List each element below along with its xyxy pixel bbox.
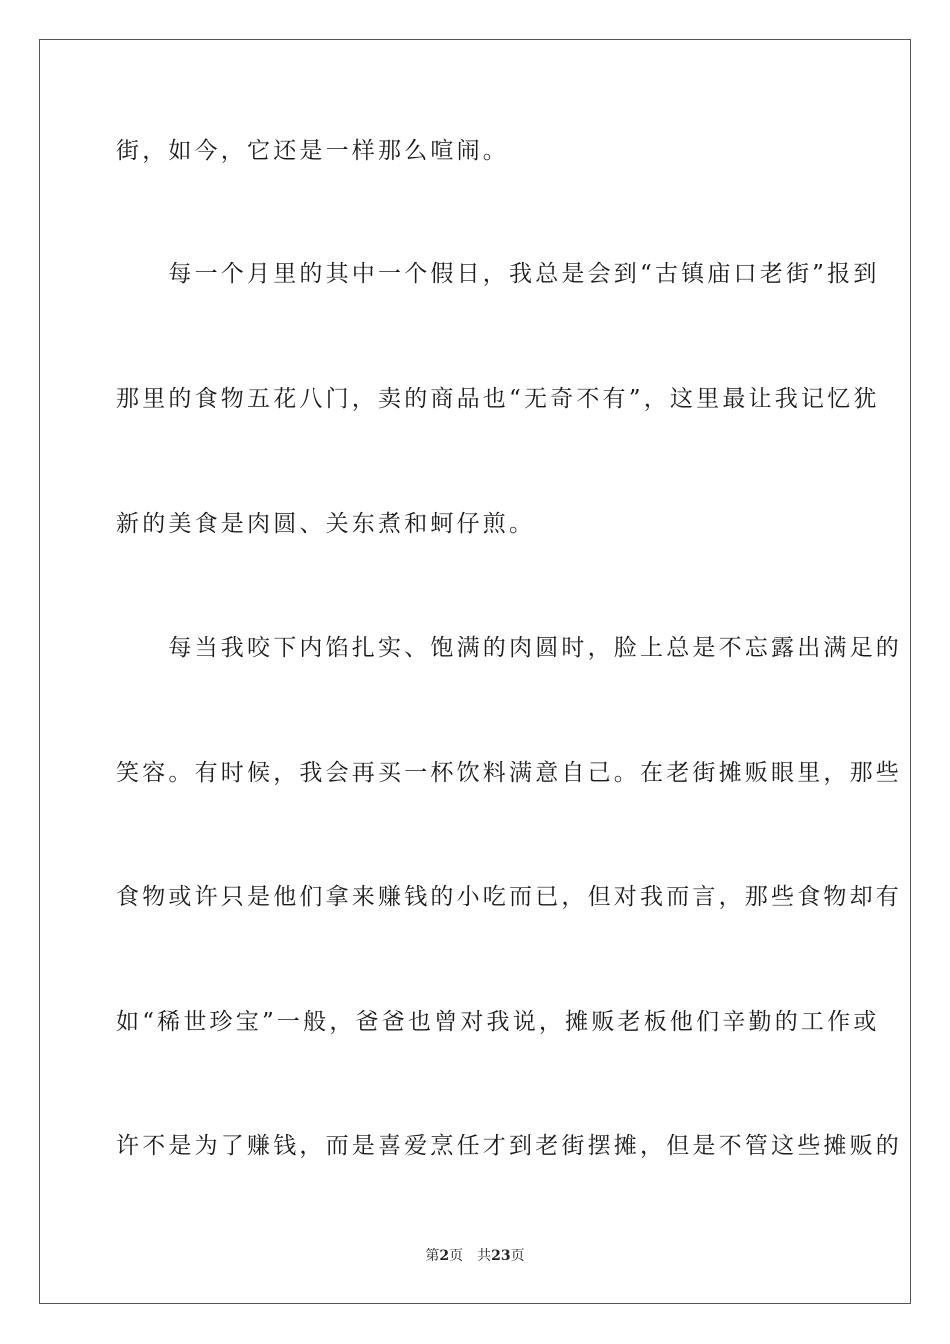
page-prefix: 第 bbox=[425, 1248, 440, 1264]
text-line: 如“稀世珍宝”一般，爸爸也曾对我说，摊贩老板他们辛勤的工作或 bbox=[116, 1009, 880, 1035]
page-footer bbox=[0, 1246, 950, 1266]
total-suffix: 页 bbox=[510, 1248, 525, 1264]
total-pages: 23 bbox=[491, 1248, 511, 1264]
text-line: 每一个月里的其中一个假日，我总是会到“古镇庙口老街”报到 bbox=[116, 261, 880, 287]
text-line: 许不是为了赚钱，而是喜爱烹任才到老街摆摊，但是不管这些摊贩的 bbox=[116, 1133, 902, 1159]
text-line: 笑容。有时候，我会再买一杯饮料满意自己。在老街摊贩眼里，那些 bbox=[116, 760, 902, 786]
text-line: 那里的食物五花八门，卖的商品也“无奇不有”，这里最让我记忆犹 bbox=[116, 386, 880, 412]
text-line: 每当我咬下内馅扎实、饱满的肉圆时，脸上总是不忘露出满足的 bbox=[116, 635, 902, 661]
text-line: 食物或许只是他们拿来赚钱的小吃而已，但对我而言，那些食物却有 bbox=[116, 884, 902, 910]
page-suffix: 页 bbox=[449, 1248, 464, 1264]
text-line: 新的美食是肉圆、关东煮和蚵仔煎。 bbox=[116, 511, 536, 537]
page-border bbox=[39, 39, 911, 1304]
text-line: 街，如今，它还是一样那么喧闹。 bbox=[116, 138, 509, 164]
total-prefix: 共 bbox=[477, 1248, 492, 1264]
page-number: 2 bbox=[439, 1248, 450, 1264]
